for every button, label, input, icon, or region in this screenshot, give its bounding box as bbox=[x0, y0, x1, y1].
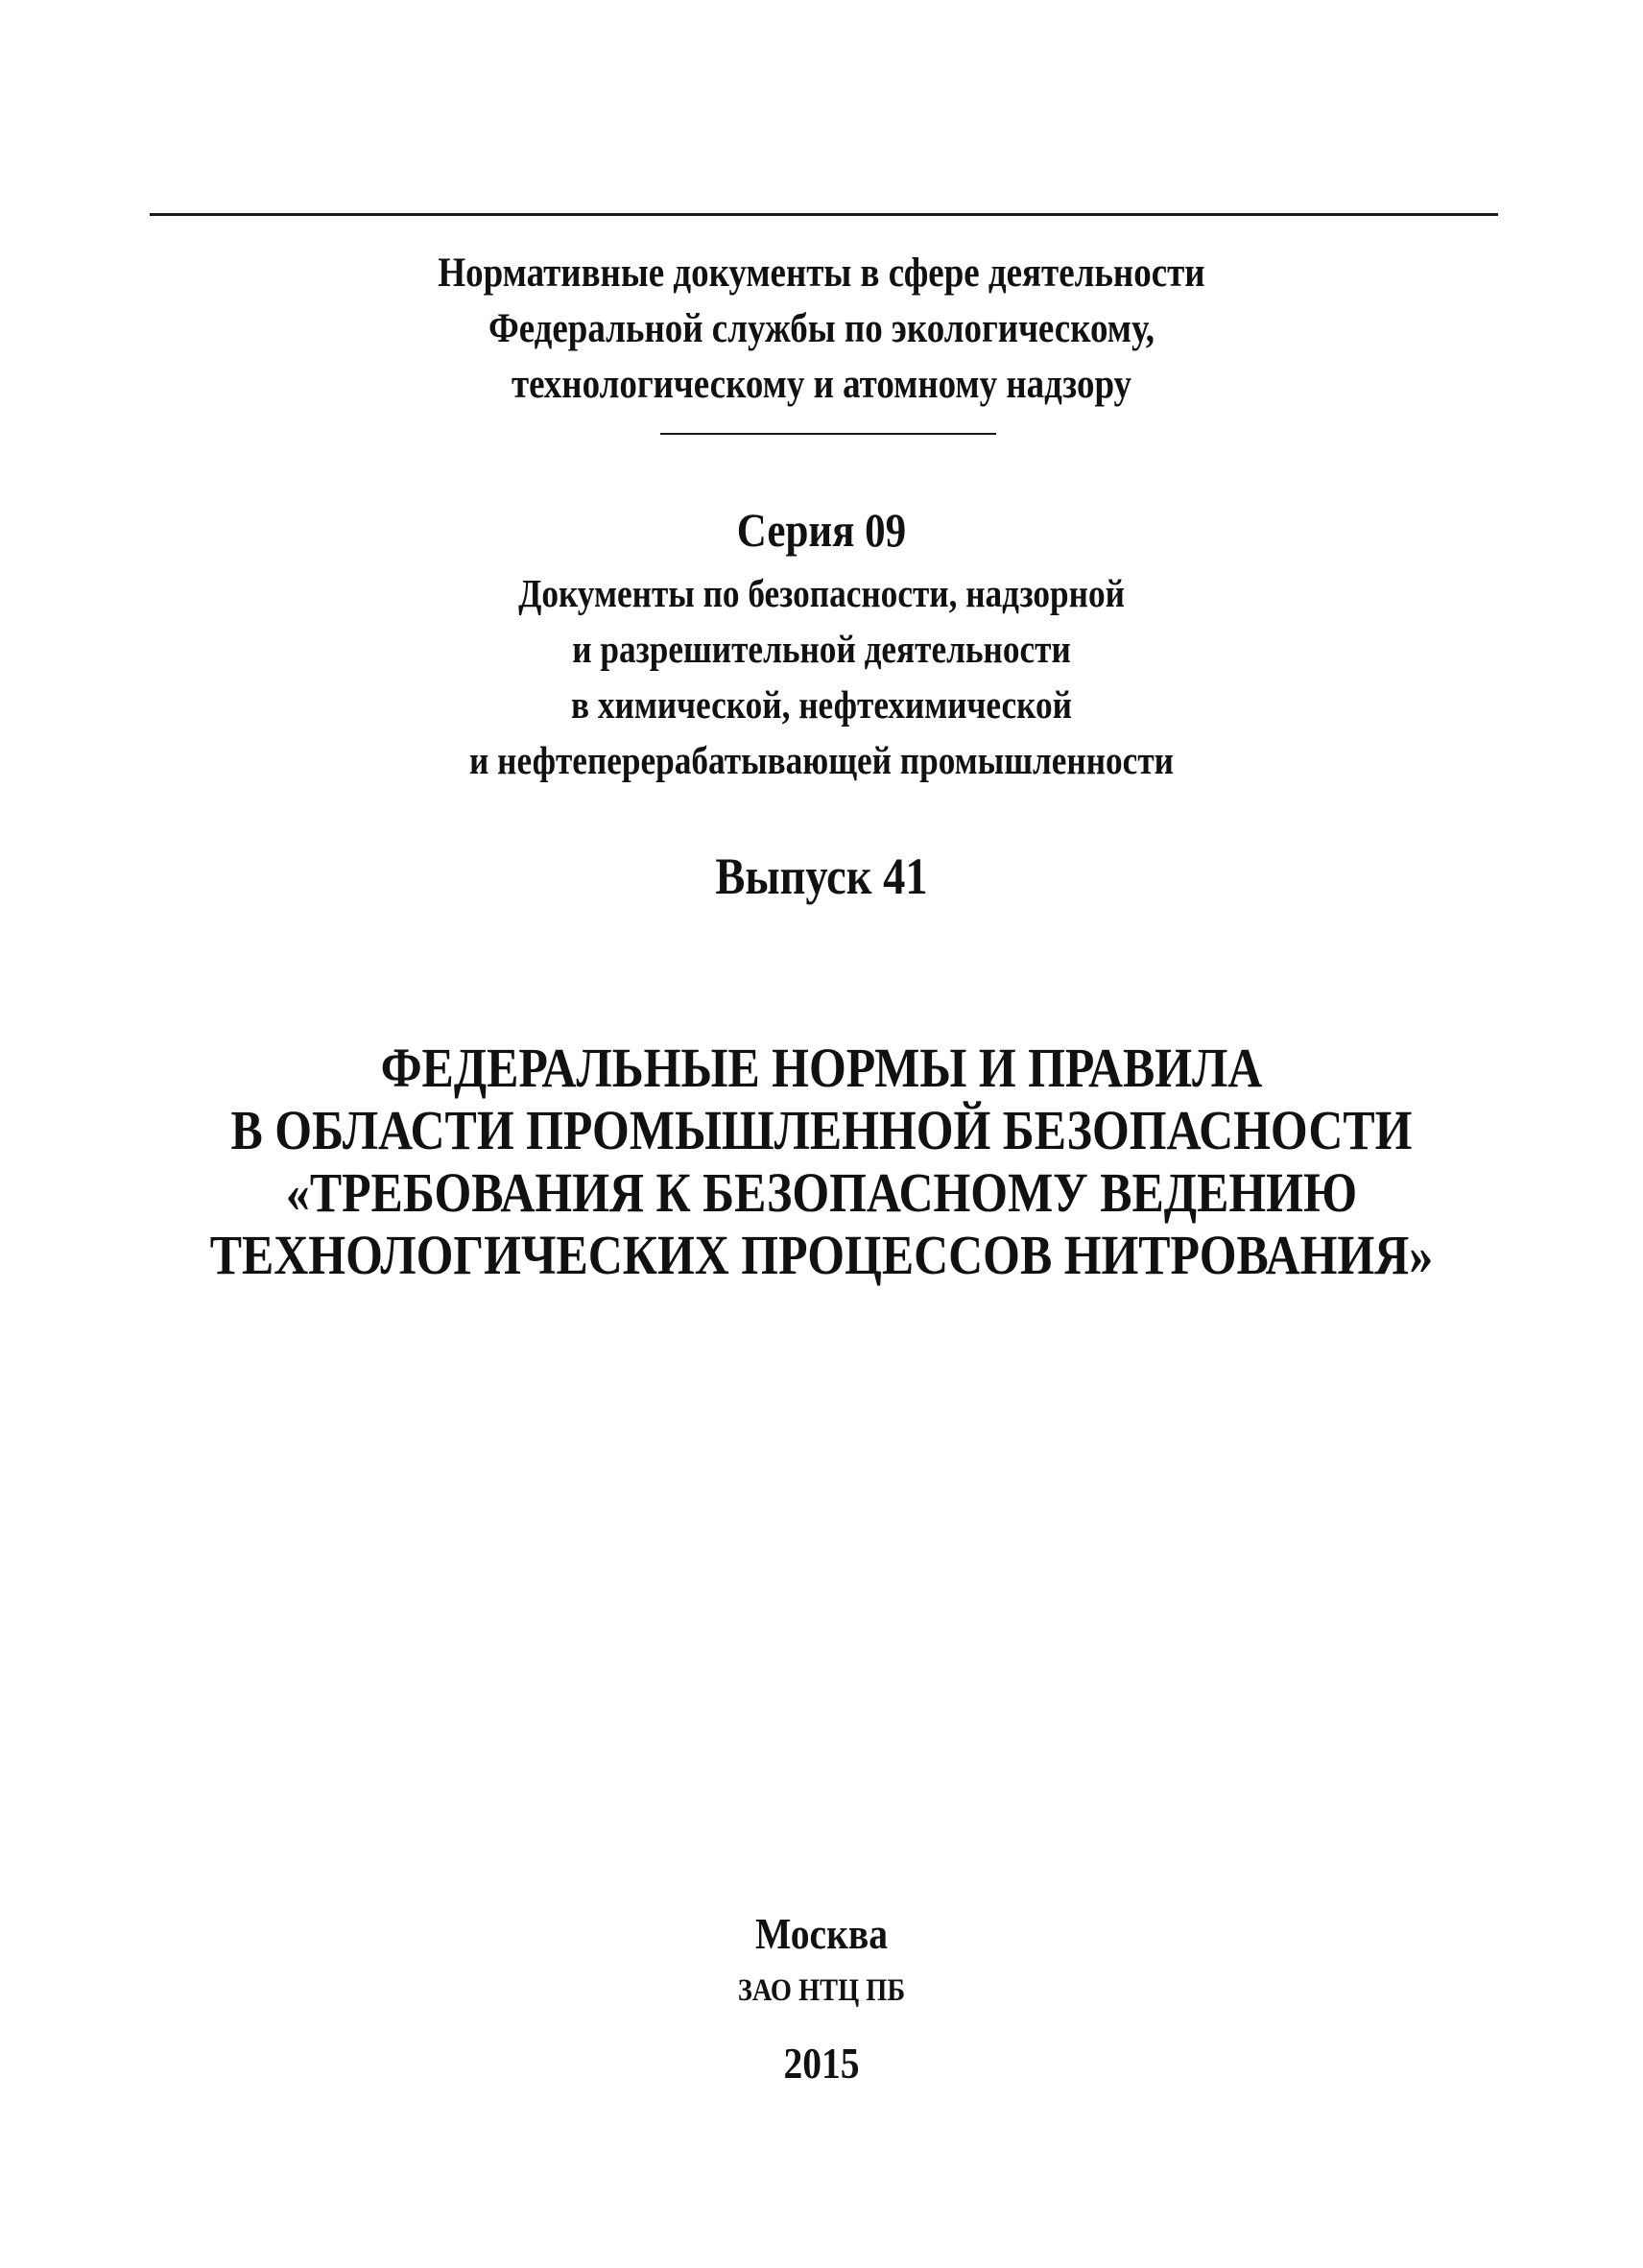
imprint-publisher bbox=[115, 1968, 1528, 2014]
imprint-publisher-text: ЗАО НТЦ ПБ bbox=[737, 1973, 906, 2008]
header-divider bbox=[660, 433, 996, 435]
imprint-city-text: Москва bbox=[754, 1909, 889, 1958]
document-title-line: В ОБЛАСТИ ПРОМЫШЛЕННОЙ БЕЗОПАСНОСТИ bbox=[230, 1099, 1413, 1161]
series-description-line: и нефтеперерабатывающей промышленности bbox=[469, 738, 1174, 782]
publisher-header-line: Нормативные документы в сфере деятельности bbox=[438, 251, 1205, 296]
publisher-header-line: Федеральной службы по экологическому, bbox=[488, 306, 1155, 351]
document-title-line: «ТРЕБОВАНИЯ К БЕЗОПАСНОМУ ВЕДЕНИЮ bbox=[285, 1161, 1358, 1224]
series-description-line: в химической, нефтехимической bbox=[571, 682, 1072, 727]
issue-number-text: Выпуск 41 bbox=[715, 848, 928, 905]
imprint-year-text: 2015 bbox=[783, 2039, 860, 2088]
document-title-line: ТЕХНОЛОГИЧЕСКИХ ПРОЦЕССОВ НИТРОВАНИЯ» bbox=[209, 1224, 1434, 1286]
imprint-year bbox=[115, 2035, 1528, 2092]
series-title bbox=[115, 499, 1528, 561]
issue-number bbox=[115, 845, 1528, 908]
series-description bbox=[115, 565, 1528, 788]
series-description-line: Документы по безопасности, надзорной bbox=[518, 571, 1125, 615]
series-title-text: Серия 09 bbox=[736, 503, 907, 557]
publisher-header-line: технологическому и атомному надзору bbox=[511, 362, 1132, 407]
imprint-city bbox=[115, 1905, 1528, 1963]
document-title-line: ФЕДЕРАЛЬНЫЕ НОРМЫ И ПРАВИЛА bbox=[380, 1037, 1263, 1099]
document-title bbox=[115, 1037, 1528, 1286]
top-divider bbox=[150, 213, 1498, 216]
publisher-header bbox=[115, 246, 1528, 413]
series-description-line: и разрешительной деятельности bbox=[572, 627, 1071, 671]
